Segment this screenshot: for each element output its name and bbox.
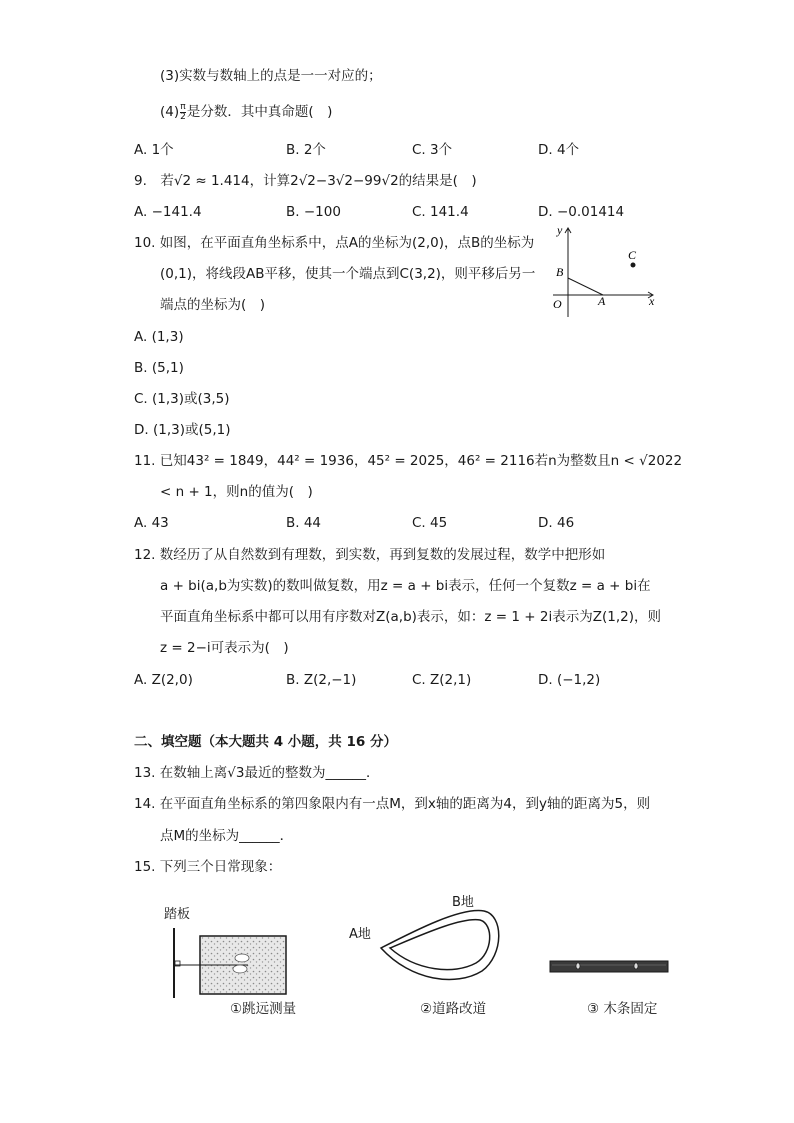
wood-strip <box>550 961 668 972</box>
label-c: C <box>628 248 637 262</box>
q8-item4-fraction <box>180 103 186 122</box>
q11-stem-line2: < n + 1，则n的值为( ) <box>160 484 313 500</box>
label-b: B <box>556 265 564 279</box>
nail-2 <box>634 963 638 969</box>
q10-stem-line3: 端点的坐标为( ) <box>160 297 266 313</box>
q11-stem-line1: 11. 已知43² = 1849，44² = 1936，45² = 2025，46² = 2116若n为整数且n < √2022 <box>134 453 683 469</box>
footprint-1 <box>235 954 249 962</box>
q8-item4 <box>160 102 332 122</box>
q13-stem: 13. 在数轴上离√3最近的整数为______． <box>134 765 380 781</box>
q11-option-a[interactable]: A. 43 <box>134 515 169 531</box>
fig1-pedal-label: 踏板 <box>164 907 191 922</box>
q8-option-b[interactable]: B. 2个 <box>286 142 326 158</box>
fig3-wood-strip-drawing <box>548 956 672 980</box>
q10-stem-line2: (0,1)，将线段AB平移，使其一个端点到C(3,2)，则平移后另一 <box>160 266 536 282</box>
label-x: x <box>649 294 655 308</box>
q9-stem: 9. 若√2 ≈ 1.414，计算2√2−3√2−99√2的结果是( ) <box>134 173 477 189</box>
road-inner <box>390 920 490 970</box>
fig3-caption: ③ 木条固定 <box>587 1001 658 1017</box>
label-y: y <box>557 223 563 237</box>
label-o: O <box>553 297 562 311</box>
q15-stem: 15. 下列三个日常现象： <box>134 859 282 875</box>
label-a: A <box>598 294 606 308</box>
segment-ab <box>568 278 603 295</box>
q8-option-d[interactable]: D. 4个 <box>538 142 580 158</box>
q8-item4-prefix: (4) <box>160 104 180 120</box>
q10-option-a[interactable]: A. (1,3) <box>134 329 184 345</box>
q12-option-d[interactable]: D. (−1,2) <box>538 672 601 688</box>
point-c <box>631 263 636 268</box>
q10-coordinate-figure <box>545 222 665 322</box>
q11-option-c[interactable]: C. 45 <box>412 515 448 531</box>
q8-item3: (3)实数与数轴上的点是一一对应的； <box>160 68 382 84</box>
q11-option-b[interactable]: B. 44 <box>286 515 322 531</box>
q11-option-d[interactable]: D. 46 <box>538 515 575 531</box>
q12-option-c[interactable]: C. Z(2,1) <box>412 672 472 688</box>
footprint-2 <box>233 965 247 973</box>
q8-item4-rest: 是分数．其中真命题( ) <box>186 104 333 120</box>
fig1-caption: ①跳远测量 <box>230 1001 297 1017</box>
q10-stem-line1: 10. 如图，在平面直角坐标系中，点A的坐标为(2,0)，点B的坐标为 <box>134 235 535 251</box>
q8-option-a[interactable]: A. 1个 <box>134 142 174 158</box>
q9-option-d[interactable]: D. −0.01414 <box>538 204 625 220</box>
q8-item4-frac-num: π <box>180 101 186 112</box>
fig2-caption: ②道路改道 <box>420 1001 487 1017</box>
nail-1 <box>576 963 580 969</box>
q12-option-b[interactable]: B. Z(2,−1) <box>286 672 357 688</box>
q8-option-c[interactable]: C. 3个 <box>412 142 453 158</box>
fig1-long-jump-drawing <box>168 928 298 1000</box>
fig2-road-drawing <box>376 905 506 985</box>
q14-stem-line1: 14. 在平面直角坐标系的第四象限内有一点M，到x轴的距离为4，到y轴的距离为5，则 <box>134 796 651 812</box>
fig2-label-b: B地 <box>452 895 474 910</box>
fig2-label-a: A地 <box>349 927 371 942</box>
q10-option-d[interactable]: D. (1,3)或(5,1) <box>134 422 231 438</box>
q9-option-b[interactable]: B. −100 <box>286 204 341 220</box>
q12-stem-line2: a + bi(a,b为实数)的数叫做复数，用z = a + bi表示，任何一个复数z = a + bi在 <box>160 578 651 594</box>
q9-option-c[interactable]: C. 141.4 <box>412 204 469 220</box>
q12-option-a[interactable]: A. Z(2,0) <box>134 672 193 688</box>
q12-stem-line4: z = 2−i可表示为( ) <box>160 640 289 656</box>
q14-stem-line2: 点M的坐标为______． <box>160 828 294 844</box>
q10-option-b[interactable]: B. (5,1) <box>134 360 184 376</box>
q8-item4-frac-den: 2 <box>180 111 186 122</box>
q10-option-c[interactable]: C. (1,3)或(3,5) <box>134 391 230 407</box>
q9-option-a[interactable]: A. −141.4 <box>134 204 202 220</box>
section-2-title: 二、填空题（本大题共 4 小题，共 16 分） <box>134 734 397 750</box>
q12-stem-line3: 平面直角坐标系中都可以用有序数对Z(a,b)表示，如：z = 1 + 2i表示为Z(1,2)，则 <box>160 609 661 625</box>
q12-stem-line1: 12. 数经历了从自然数到有理数，到实数，再到复数的发展过程，数学中把形如 <box>134 547 606 563</box>
